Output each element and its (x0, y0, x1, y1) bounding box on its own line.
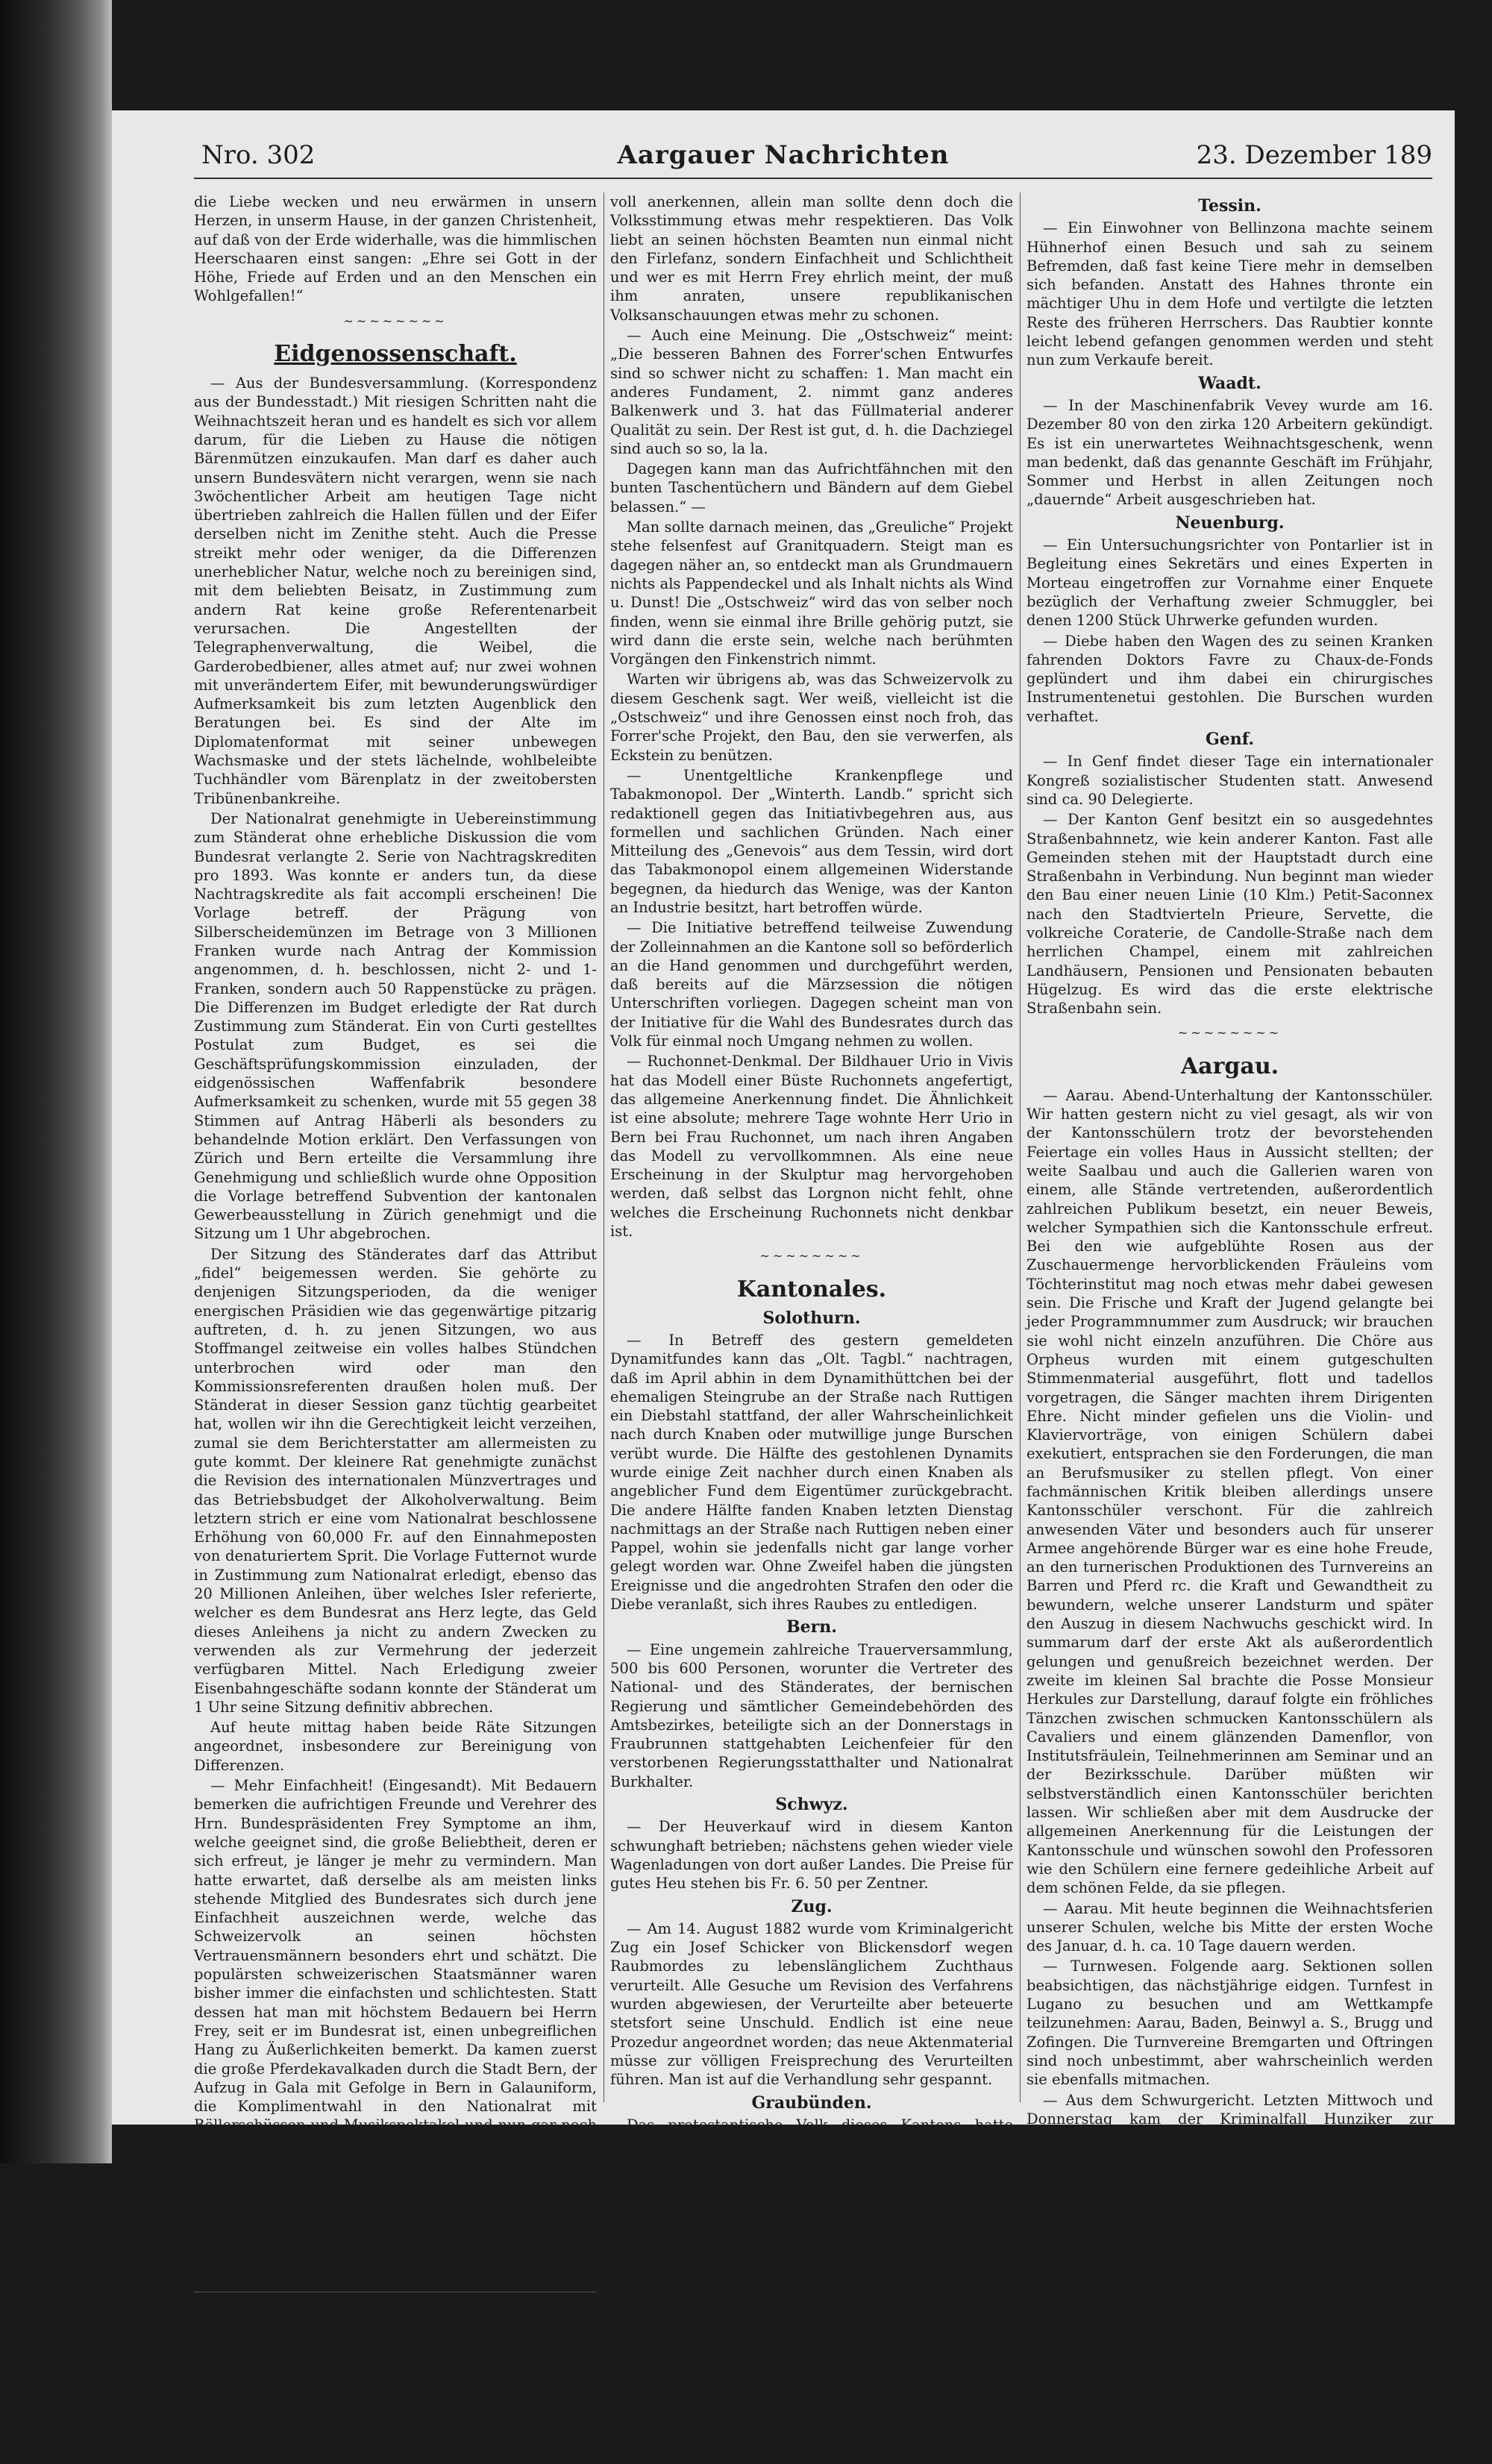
section-heading: Aargau. (1180, 1053, 1279, 1079)
article-text: — In Betreff des gestern gemeldeten Dynamitfundes kann das „Olt. Tagbl.“ nachtragen, daß im April abhin in dem Dynamithüttchen bei der ehemaligen Steingrube an der Straße nach Ruttigen ein Diebstahl stattfand, der aller Wahrscheinlichkeit nach durch Knaben oder mutwillige junge Burschen verübt wurde. Die Hälfte des gestohlenen Dynamits wurde einige Zeit nachher durch einen Knaben als angeblicher Fund dem Eigentümer zurückgebracht. Die andere Hälfte fanden Knaben letzten Dienstag nachmittags an der Straße nach Ruttigen neben einer Pappel, wohin sie jedenfalls nicht gar lange vorher gelegt worden war. Ohne Zweifel haben die jüngsten Ereignisse und die angedrohten Strafen den oder die Diebe veranlaßt, sich ihres Raubes zu entledigen. (610, 1331, 1013, 1614)
canton-heading: Solothurn. (762, 1308, 861, 1328)
feuilleton-text: zeigt, wo ich mich opfern kann, nicht allein für das Recht und die Verteidigung eines Wesens, das ich bewundere, sondern, wenn es sein muß, auch für sie!“ (194, 2298, 597, 2346)
column-1 (194, 192, 597, 2464)
article-text: voll anerkennen, allein man sollte denn doch die Volksstimmung etwas mehr respektieren. Das Volk liebt an seinen höchsten Beamten nun einmal nicht den Firlefanz, sondern Einfachheit und Schlichtheit und wer es mit Herrn Frey ehrlich meint, der muß ihm anraten, unsere republikanischen Volksanschauungen etwas mehr zu schonen. (610, 193, 1013, 324)
article-text: — Ein Untersuchungsrichter von Pontarlier ist in Begleitung eines Sekretärs und eines Experten in Morteau eingetroffen zur Vornahme einer Enquete bezüglich der Verhaftung zweier Schmuggler, bei denen 1200 Stück Uhrwerke gefunden wurden. (1026, 536, 1433, 630)
header-rule (194, 178, 1432, 179)
feuilleton-text: „O, ich bitte Sie, ich bitte Sie!“ schrie Justine in ihrer Seelenangst auf; „reden Sie nicht weiter — es ist ja Alles der helle Wahnwitz — gehen Sie, gehen Sie, ich werde niemals einwilligen —“ (194, 2348, 597, 2413)
article-text: — In Genf findet dieser Tage ein internationaler Kongreß sozialistischer Studenten statt. Anwesend sind ca. 90 Delegierte. (1026, 753, 1433, 808)
article-text: — Auch eine Meinung. Die „Ostschweiz“ meint: „Die besseren Bahnen des Forrer'schen Entwurfes sind so schwer nicht zu schaffen: 1. Man macht ein anderes Fundament, 2. nimmt ganz anderes Balkenwerk und 3. hat das Füllmaterial anderer Qualität zu sein. Der Rest ist gut, d. h. die Dachziegel sind auch so so, la la. (610, 327, 1013, 457)
feuilleton-text: „Sie einwilligen? Bedarf man der Einwilligung von irgend Jemand, wenn man sterben will? Wenn ich mit Ihnen in die Luft sprengen will, was geht es Sie an?“ (194, 2416, 597, 2464)
article-text: — Unentgeltliche Krankenpflege und Tabakmonopol. Der „Winterth. Landb.“ spricht sich redaktionell gegen das Initiativbegehren aus, aus formellen und sachlichen Gründen. Nach einer Mitteilung des „Genevois“ aus dem Tessin, wird dort das Tabakmonopol einem allgemeinen Widerstande begegnen, da hiedurch das Wenige, was der Kanton an Industrie besitzt, hart betroffen würde. (610, 766, 1013, 916)
article-text: — Eine ungemein zahlreiche Trauerversammlung, 500 bis 600 Personen, worunter die Vertreter des National- und des Ständerates, der bernischen Regierung und sämtlicher Gemeindebehörden des Amtsbezirkes, beteiligte sich an der Donnerstags in Fraubrunnen stattgehabten Leichenfeier für den verstorbenen Regierungsstatthalter und Nationalrat Burkhalter. (610, 1640, 1013, 1790)
canton-heading: Neuenburg. (1175, 512, 1285, 533)
ornament-divider: ~~~~~~~~ (759, 1249, 864, 1264)
article-text: — Aarau. Abend-Unterhaltung der Kantonsschüler. Wir hatten gestern nicht zu viel gesagt, als wir von der Kantonsschülern trotz der bevorstehenden Feiertage ein volles Haus in Aussicht stellten; der weite Saalbau und auch die Gallerien waren von einem, alle Stände vertretenden, außerordentlich zahlreichen Publikum besetzt, ein neuer Beweis, welcher Sympathien sich die Kantonsschule erfreut. Bei den wie aufgeblühte Rosen aus der Zuschauermenge hervorblickenden Fräuleins vom Töchterinstitut mag noch etwas mehr dabei gewesen sein. Die Frische und Kraft der Jugend gelangte bei jeder Programmnummer zum Ausdruck; wir brauchen sie wohl nicht einzeln anzuführen. Die Chöre aus Orpheus wurden mit einem gutgeschulten Stimmenmaterial ausgeführt, flott und tadellos vorgetragen, die Sänger machten ihrem Dirigenten Ehre. Nicht minder gefielen uns die Violin- und Klaviervorträge, von einigen Schülern dabei exekutiert, entsprachen sie den Forderungen, die man an Berufsmusiker zu stellen pflegt. Von einer fachmännischen Kritik bleiben allerdings unsere Kantonsschüler verschont. Für die zahlreich anwesenden Väter und besonders auch für unserer Armee angehörende Bürger war es eine hohe Freude, an den turnerischen Produktionen des Turnvereins an Barren und Pferd rc. die Kraft und Gewandtheit zu bewundern, welche unserer Landsturm und später den Auszug in diesem Nachwuchs geschickt wird. In summarum darf der erste Akt als außerordentlich gelungen und genußreich bezeichnet werden. Der zweite im kleinen Sal brachte die Posse Monsieur Herkules zur Darstellung, darauf folgte ein fröhliches Tänzchen zwischen schmucken Kantonsschülern als Cavaliers und einem glänzenden Damenflor, von Institutsfräulein, Teilnehmerinnen am Seminar und an der Bezirksschule. Darüber müßten wir selbstverständlich einen Kantonsschüler berichten lassen. Wir schließen aber mit dem Ausdrucke der allgemeinen Anerkennung für die Leistungen der Kantonsschule und wünschen sowohl den Professoren wie den Schülern eine fernere gedeihliche Arbeit auf dem schönen Felde, da sie pflegen. (1026, 1086, 1433, 1897)
canton-heading: Schwyz. (775, 1795, 848, 1815)
article-text: — Ruchonnet-Denkmal. Der Bildhauer Urio in Vivis hat das Modell einer Büste Ruchonnets angefertigt, das allgemeine Anerkennung findet. Die Ähnlichkeit ist eine absolute; mehrere Tage wohnte Herr Urio in Bern bei Frau Ruchonnet, um nach ihren Angaben das Modell zu vervollkommnen. Als eine neue Erscheinung in der Skulptur mag hervorgehoben werden, daß selbst das Lorgnon nicht fehlt, ohne welches die Erscheinung Ruchonnets nicht denkbar ist. (610, 1053, 1013, 1241)
ornament-divider: ~~~~~~~~ (343, 313, 448, 328)
canton-heading: Bern. (786, 1617, 837, 1637)
canton-heading: Zug. (791, 1896, 833, 1916)
column-2 (610, 192, 1013, 2304)
article-text: — Mehr Einfachheit! (Eingesandt). Mit Bedauern bemerken die aufrichtigen Freunde und Verehrer des Hrn. Bundespräsidenten Frey Symptome an ihm, welche geeignet sind, die große Beliebtheit, deren er sich erfreut, je länger je mehr zu vermindern. Man hatte erwartet, daß derselbe als am meisten links stehende Mitglied des Bundesrates sich durch jene Einfachheit auszeichnen werde, welche das Schweizervolk an seinen höchsten Vertrauensmännern besonders ehrt und schätzt. Die populärsten schweizerischen Staatsmänner waren bisher immer die einfachsten und schlichtesten. Statt dessen hat man mit höchstem Bedauern bei Herrn Frey, seit er im Bundesrat ist, einen unbegreiflichen Hang zu Äußerlichkeiten bemerkt. Da kamen zuerst die große Pferdekavalkaden durch die Stadt Bern, der Aufzug in Gala mit Gefolge in Bern in Galauniform, die Komplimentwahl in den Nationalrat mit Böllerschüssen und Musikspektakel und nun gar noch die Medaille! Die letztere hätte, ganz abgesehen davon, daß sie geradezu von einem geschmackten Byzantismus zeugt, zu einer ungünstigeren Zeit gar nicht kommen können, wo das Volk über die Militärausgaben nicht weniger als in bester Stimmung ist. Wie für die letzten, welche die großen Verdienste des Herrn Frey um die Hebung des Wehrwesens nicht (194, 1777, 597, 2285)
book-spine-shadow (0, 0, 112, 2163)
column-divider (1020, 192, 1021, 2102)
article-text: — Ein Einwohner von Bellinzona machte seinem Hühnerhof einen Besuch und sah zu seinem Befremden, daß fast keine Tiere mehr in demselben sich befanden. Anstatt des Hahnes thronte ein mächtiger Uhu in dem Hofe und vertilgte die letzten Reste des früheren Herrschers. Das Raubtier konnte leicht lebend gefangen genommen werden und steht nun zum Verkaufe bereit. (1026, 219, 1433, 369)
article-text: Auf heute mittag haben beide Räte Sitzungen angeordnet, insbesondere zur Bereinigung von Differenzen. (194, 1719, 597, 1774)
section-heading: Kantonales. (736, 1276, 887, 1302)
canton-heading: Tessin. (1198, 196, 1261, 216)
article-text: Man sollte darnach meinen, das „Greuliche“ Projekt stehe felsenfest auf Granitquadern. Steigt man es dagegen näher an, so entdeckt man als Grundmauern nichts als Pappendeckel und als Inhalt nichts als Wind u. Dunst! Die „Ostschweiz“ wird das von selber noch finden, wenn sie einmal ihre Brille gehörig putzt, sie wird dann die erste sein, welche nach berühmten Vorgängen den Finkenstrich nimmt. (610, 518, 1013, 668)
article-text: — Aus dem Schwurgericht. Letzten Mittwoch und Donnerstag kam der Kriminalfall Hunziker zur Verhandlung. Bernhard Hunziker von Moosleerau in der „Stampfi“ zu Oftringen hat dieses Frühjahr das Nachbarhaus, bewohnt von den Eigentümern Witwe Scheibler und Witwe Zimmerli, beides arme Mütter zahlreicher Kinder, aus gemeiner Habsucht in Brand gesteckt. Die Fahrhabe blieb in den Flammen. Hunziker wies jede Schuld ab, konnte aber durch Indizienbeweis, wohl 30 Zeugen waren vorgeladen, überwiesen werden. Die Assisen verurteilten Hunziker zu 17 Jahren Zuchthaus und zur Bezahlung sämtlicher Kosten. Durch Fleiß und Sparsamkeit oder eher durch übertriebenen Geiz, der ihn auch zum Verbrechen führte, hatte sich Hunziker einen (1026, 2091, 1433, 2373)
newspaper-title: Aargauer Nachrichten (617, 140, 950, 170)
canton-heading: Waadt. (1198, 373, 1261, 393)
article-text: — Diebe haben den Wagen des zu seinen Kranken fahrenden Doktors Favre zu Chaux-de-Fonds geplündert und ihm dabei ein chirurgisches Instrumentenetui gestohlen. Die Burschen wurden verhaftet. (1026, 632, 1433, 725)
canton-heading: Genf. (1205, 730, 1255, 750)
article-text: Das protestantische Volk dieses Kantons hatte letzten Sonntag über den Stephanstag abzustimmen, d. h. darüber, ob dieser Tag gefeiert werden solle, wenn auf Weihnachten ohnehin zwei Feiertage zusammentreffen. Der Stephanstag ist ein bündnerischer Feiertag, das Volk will ihn unter allen Umständen beibehalten. Mit etwa 2000 gegen 200 Stimmen wurde die Vorlage der Synode, welche die angedeutete Einschränkung einführen wollte, abgelehnt. (610, 2116, 1013, 2304)
article-text: Dagegen kann man das Aufrichtfähnchen mit den bunten Taschentüchern und Bändern auf dem Giebel belassen.“ — (610, 460, 1013, 515)
column-3 (1026, 192, 1433, 2373)
section-heading: Eidgenossenschaft. (274, 341, 517, 368)
ornament-divider: ~~~~~~~~ (1177, 1026, 1282, 1041)
article-text: Der Nationalrat genehmigte in Uebereinstimmung zum Ständerat ohne erhebliche Diskussion die vom Bundesrat verlangte 2. Serie von Nachtragskrediten pro 1893. Was konnte er anders tun, da diese Nachtragskredite als fait accompli erscheinen! Die Vorlage betreff. der Prägung von Silberscheidemünzen im Betrage von 3 Millionen Franken wurde nach Antrag der Kommission angenommen, d. h. beschlossen, nicht 2- und 1-Franken, sondern auch 50 Rappenstücke zu prägen. Die Differenzen im Budget erledigte der Rat durch Zustimmung zum Ständerat. Ein von Curti gestelltes Postulat zum Budget, es sei die Geschäftsprüfungskommission einzuladen, der eidgenössischen Waffenfabrik besondere Aufmerksamkeit zu schenken, wurde mit 55 gegen 38 Stimmen auf Antrag Häberli als besonders zu behandelnde Motion erklärt. Den Verfassungen von Zürich und Bern erteilte die Versammlung ihre Genehmigung und schließlich wurde ohne Opposition die Vorlage betreffend Subvention der kantonalen Gewerbeausstellung in Zürich genehmigt und die Sitzung um 1 Uhr abgebrochen. (194, 809, 597, 1243)
article-text: — Der Heuverkauf wird in diesem Kanton schwunghaft betrieben; nächstens gehen wieder viele Wagenladungen von dort außer Landes. Die Preise für gutes Heu stehen bis Fr. 6. 50 per Zentner. (610, 1818, 1013, 1893)
issue-number: Nro. 302 (201, 140, 316, 170)
newspaper-page (112, 110, 1455, 2464)
article-text: — In der Maschinenfabrik Vevey wurde am 16. Dezember 80 von den zirka 120 Arbeitern gekündigt. Es ist ein unerwartetes Weihnachtsgeschenk, wenn man bedenkt, daß das genannte Geschäft im Frühjahr, Sommer und Herbst in allen Zeitungen noch „dauernde“ Arbeit ausgeschrieben hat. (1026, 396, 1433, 509)
page-header (112, 140, 1455, 170)
article-text: — Aus der Bundesversammlung. (Korrespondenz aus der Bundesstadt.) Mit riesigen Schritten naht die Weihnachtszeit heran und es handelt es sich vor allem darum, für die Lieben zu Hause die nötigen Bärenmützen einzukaufen. Man darf es daher auch unsern Bundesvätern nicht verargen, wenn sie nach 3wöchentlicher Arbeit am heutigen Tage nicht übertrieben zahlreich die Hallen füllen und der Eifer derselben nicht im Zenithe steht. Auch die Presse streikt mehr oder weniger, da die Differenzen unerheblicher Natur, welche noch zu bereinigen sind, mit dem beliebten Beisatz, in Zustimmung zum andern Rat keine große Referentenarbeit verursachen. Die Angestellten der Telegraphenverwaltung, die Weibel, die Garderobedbiener, alles atmet auf; nur zwei wohnen mit unverändertem Eifer, mit bewunderungswürdiger Aufmerksamkeit bis zum letzten Augenblick den Beratungen bei. Es sind der Alte im Diplomatenformat mit seiner unbewegen Wachsmaske und der stets lächelnde, wohlbeleibte Tuchhändler vom Bärenplatz in der zweitobersten Tribünenbankreihe. (194, 374, 597, 807)
article-text: — Die Initiative betreffend teilweise Zuwendung der Zolleinnahmen an die Kantone soll so beförderlich an die Hand genommen und durchgeführt werden, daß bereits auf die Märzsession die nötigen Unterschriften vorliegen. Dagegen scheint man von der Initiative für die Wahl des Bundesrates durch das Volk für einmal noch Umgang nehmen zu wollen. (610, 919, 1013, 1050)
article-text: — Turnwesen. Folgende aarg. Sektionen sollen beabsichtigen, das nächstjährige eidgen. Turnfest in Lugano zu besuchen und am Wettkampfe teilzunehmen: Aarau, Baden, Beinwyl a. S., Brugg und Zofingen. Die Turnvereine Bremgarten und Oftringen sind noch unbestimmt, aber wahrscheinlich werden sie ebenfalls mitmachen. (1026, 1957, 1433, 2089)
article-text: — Der Kanton Genf besitzt ein so ausgedehntes Straßenbahnnetz, wie kein anderer Kanton. Fast alle Gemeinden stehen mit der Hauptstadt durch eine Straßenbahn in Verbindung. Nun beginnt man wieder den Bau einer neuen Linie (10 Klm.) Petit-Saconnex nach den Stadtvierteln Prieure, Servette, die volkreiche Coraterie, de Candolle-Straße nach dem herrlichen Champel, einem mit zahlreichen Landhäusern, Pensionen und Pensionaten bebauten Hügelzug. Es wird das die erste elektrische Straßenbahn sein. (1026, 811, 1433, 1018)
article-text: — Aarau. Mit heute beginnen die Weihnachtsferien unserer Schulen, welche bis Mitte der ersten Woche des Januar, d. h. ca. 10 Tage dauern werden. (1026, 1899, 1433, 1955)
article-text: Warten wir übrigens ab, was das Schweizervolk zu diesem Geschenk sagt. Wer weiß, vielleicht ist die „Ostschweiz“ und ihre Genossen einst noch froh, das Forrer'sche Projekt, den Bau, den sie verwerfen, als Eckstein zu benützen. (610, 671, 1013, 764)
issue-date: 23. Dezember 189 (1196, 140, 1432, 170)
article-text: Der Sitzung des Ständerates darf das Attribut „fidel“ beigemessen werden. Sie gehörte zu denjenigen Sitzungsperioden, da die weniger energischen Präsidien wie das gegenwärtige pitzarig auftreten, d. h. zu jenen Sitzungen, wo aus Stoffmangel zeitweise ein volles halbes Stündchen unterbrochen wird oder man den Kommissionsreferenten draußen holen muß. Der Ständerat in dieser Session ganz tüchtig gearbeitet hat, wollen wir ihn die Gerechtigkeit leicht verzeihen, zumal sie dem Berichterstatter am allermeisten zu gute kommt. Der kleinere Rat genehmigte zunächst die Revision des internationalen Münzvertrages und das Betriebsbudget der Alkoholverwaltung. Beim letztern strich er eine vom Nationalrat beschlossene Erhöhung von 60,000 Fr. auf den Einnahmeposten von denaturiertem Sprit. Die Vorlage Futternot wurde in Zustimmung zum Nationalrat erledigt, ebenso das 20 Millionen Anleihen, über welches Isler referierte, welcher es dem Bundesrat ans Herz legte, das Geld dieses Anleihens ja nicht zu andern Zwecken zu verwenden als zur Vermehrung der jederzeit verfügbaren Mittel. Nach Erledigung zweier Eisenbahngeschäfte sodann konnte der Ständerat um 1 Uhr seine Sitzung definitiv abbrechen. (194, 1245, 597, 1716)
canton-heading: Graubünden. (751, 2092, 872, 2113)
article-text: die Liebe wecken und neu erwärmen in unsern Herzen, in unserm Hause, in der ganzen Christenheit, auf daß von der Erde widerhalle, was die himmlischen Heerschaaren einst sangen: „Ehre sei Gott in der Höhe, Friede auf Erden und an den Menschen ein Wohlgefallen!“ (194, 193, 597, 305)
article-text: — Am 14. August 1882 wurde vom Kriminalgericht Zug ein Josef Schicker von Blickensdorf wegen Raubmordes zu lebenslänglichem Zuchthaus verurteilt. Alle Gesuche um Revision des Verfahrens wurden abgewiesen, der Verurteilte aber beteuerte stetsfort seine Unschuld. Endlich ist eine neue Prozedur angeordnet worden; das neue Aktenmaterial müsse zur völligen Freisprechung des Verurteilten führen. Man ist auf die Verhandlung sehr gespannt. (610, 1919, 1013, 2089)
